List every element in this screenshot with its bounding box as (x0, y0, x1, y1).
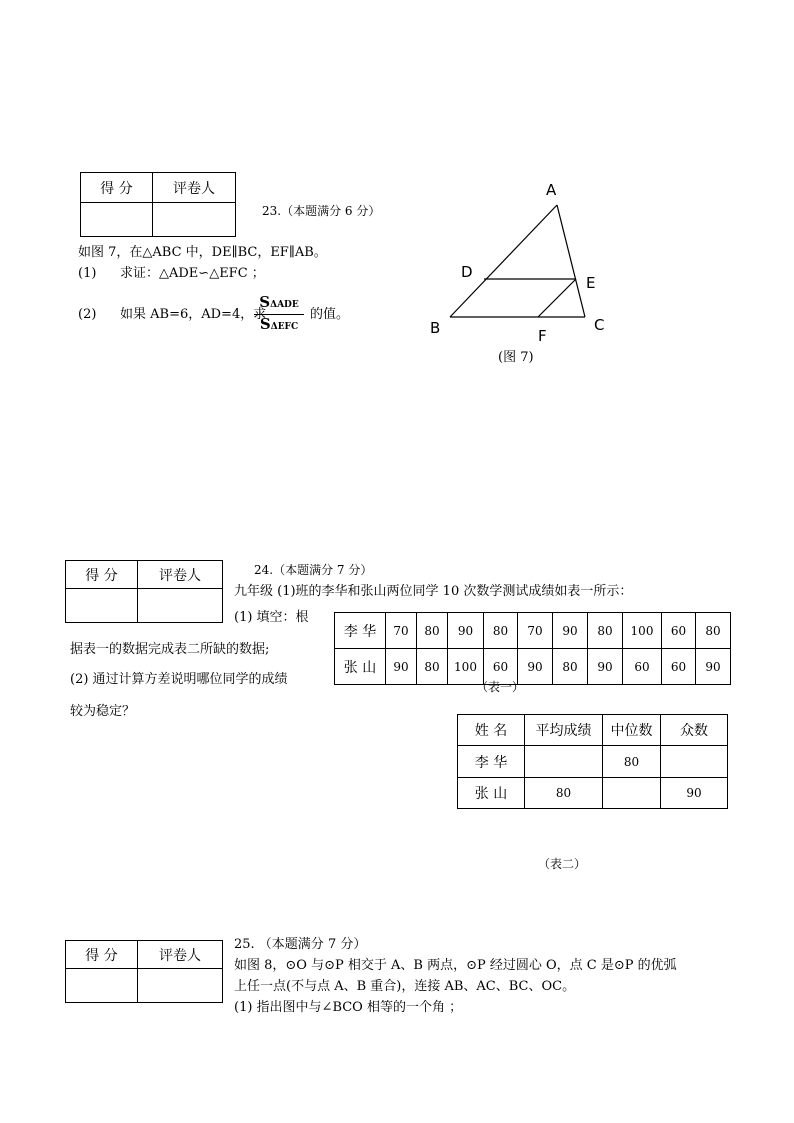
table2-name: 张 山 (458, 778, 525, 809)
q23-part1-text: 求证：△ADE∽△EFC ； (120, 266, 265, 281)
q24-part1-b: 据表一的数据完成表二所缺的数据; (70, 642, 270, 657)
table1-row-zhangshan (335, 649, 731, 685)
score-label: 得 分 (66, 941, 138, 969)
table2-average: 80 (525, 778, 603, 809)
q25-line2: 上任一点(不与点 A、B 重合)，连接 AB、AC、BC、OC。 (234, 979, 576, 994)
table1-cell: 80 (484, 613, 518, 649)
label-c: C (594, 316, 605, 334)
grader-label: 评卷人 (138, 941, 223, 969)
grader-label: 评卷人 (153, 173, 236, 203)
table1-cell: 60 (484, 649, 518, 685)
table1-name: 张 山 (335, 649, 386, 685)
q23-stem: 如图 7，在△ABC 中，DE∥BC，EF∥AB。 (78, 245, 327, 260)
table1-cell: 70 (386, 613, 417, 649)
q23-title: 23.（本题满分 6 分） (262, 204, 381, 218)
table2-median: 80 (603, 746, 661, 778)
table1-cell: 60 (662, 613, 696, 649)
q25-line3: (1) 指出图中与∠BCO 相等的一个角 ； (234, 1000, 463, 1015)
q24-stem: 九年级 (1)班的李华和张山两位同学 10 次数学测试成绩如表一所示： (234, 584, 633, 599)
table2-header: 平均成绩 (525, 715, 603, 746)
segment-ac (557, 205, 585, 317)
table2-median-input[interactable] (603, 778, 661, 809)
grader-cell[interactable] (138, 589, 223, 623)
score-cell[interactable] (81, 203, 153, 237)
segment-ef (538, 279, 576, 317)
table1-cell: 80 (553, 649, 588, 685)
table2-header-row (458, 715, 728, 746)
q24-title: 24.（本题满分 7 分） (254, 563, 373, 577)
table1-cell: 90 (696, 649, 731, 685)
q23-score-box (80, 172, 236, 237)
table1-cell: 80 (588, 613, 623, 649)
table1-name: 李 华 (335, 613, 386, 649)
table2-mode-input[interactable] (661, 746, 728, 778)
table2-header: 姓 名 (458, 715, 525, 746)
table1-cell: 90 (518, 649, 553, 685)
table1-cell: 90 (448, 613, 484, 649)
triangle-figure-7 (420, 175, 620, 370)
label-b: B (430, 319, 441, 337)
fraction-denominator: SΔEFC (259, 315, 299, 333)
q25-line1: 如图 8，⊙O 与⊙P 相交于 A、B 两点，⊙P 经过圆心 O，点 C 是⊙P 的优弧 (234, 958, 677, 973)
q24-score-box (65, 560, 223, 623)
score-cell[interactable] (66, 589, 138, 623)
label-e: E (586, 274, 596, 292)
table1-cell: 60 (623, 649, 662, 685)
label-a: A (546, 181, 557, 199)
label-f: F (538, 327, 547, 345)
area-ratio-fraction (254, 294, 304, 335)
q23-part2-suffix: 的值。 (310, 307, 350, 322)
table1-caption: （表一） (476, 680, 525, 694)
table1-cell: 90 (588, 649, 623, 685)
grader-label: 评卷人 (138, 561, 223, 589)
table1-row-lihua (335, 613, 731, 649)
figure-caption: (图 7) (498, 350, 534, 365)
table1-cell: 80 (417, 613, 448, 649)
table2-header: 中位数 (603, 715, 661, 746)
table1-cell: 100 (623, 613, 662, 649)
q23-part1-num: (1) (78, 266, 97, 281)
table2-mode: 90 (661, 778, 728, 809)
table1-cell: 60 (662, 649, 696, 685)
score-label: 得 分 (66, 561, 138, 589)
table1-cell: 90 (553, 613, 588, 649)
q25-score-box (65, 940, 223, 1003)
score-cell[interactable] (66, 969, 138, 1003)
table2-header: 众数 (661, 715, 728, 746)
grader-cell[interactable] (153, 203, 236, 237)
table1-cell: 80 (417, 649, 448, 685)
fraction-numerator: SΔADE (259, 293, 299, 311)
table2-name: 李 华 (458, 746, 525, 778)
q25-title: 25. （本题满分 7 分） (234, 937, 367, 952)
q23-part2-text: 如果 AB=6，AD=4，求 (120, 307, 267, 322)
table2-average-input[interactable] (525, 746, 603, 778)
score-table-2 (457, 714, 728, 809)
table1-cell: 100 (448, 649, 484, 685)
label-d: D (461, 263, 473, 281)
table2-row-lihua (458, 746, 728, 778)
q24-part2-a: (2) 通过计算方差说明哪位同学的成绩 (70, 672, 288, 687)
score-label: 得 分 (81, 173, 153, 203)
segment-ab (450, 205, 557, 317)
q24-part1-a: (1) 填空：根 (234, 610, 309, 625)
table1-cell: 90 (386, 649, 417, 685)
table2-caption: （表二） (538, 857, 587, 871)
table1-cell: 80 (696, 613, 731, 649)
score-table-1 (334, 612, 731, 685)
table2-row-zhangshan (458, 778, 728, 809)
q24-part2-b: 较为稳定？ (70, 704, 136, 719)
table1-cell: 70 (518, 613, 553, 649)
q23-part2-num: (2) (78, 307, 97, 322)
grader-cell[interactable] (138, 969, 223, 1003)
